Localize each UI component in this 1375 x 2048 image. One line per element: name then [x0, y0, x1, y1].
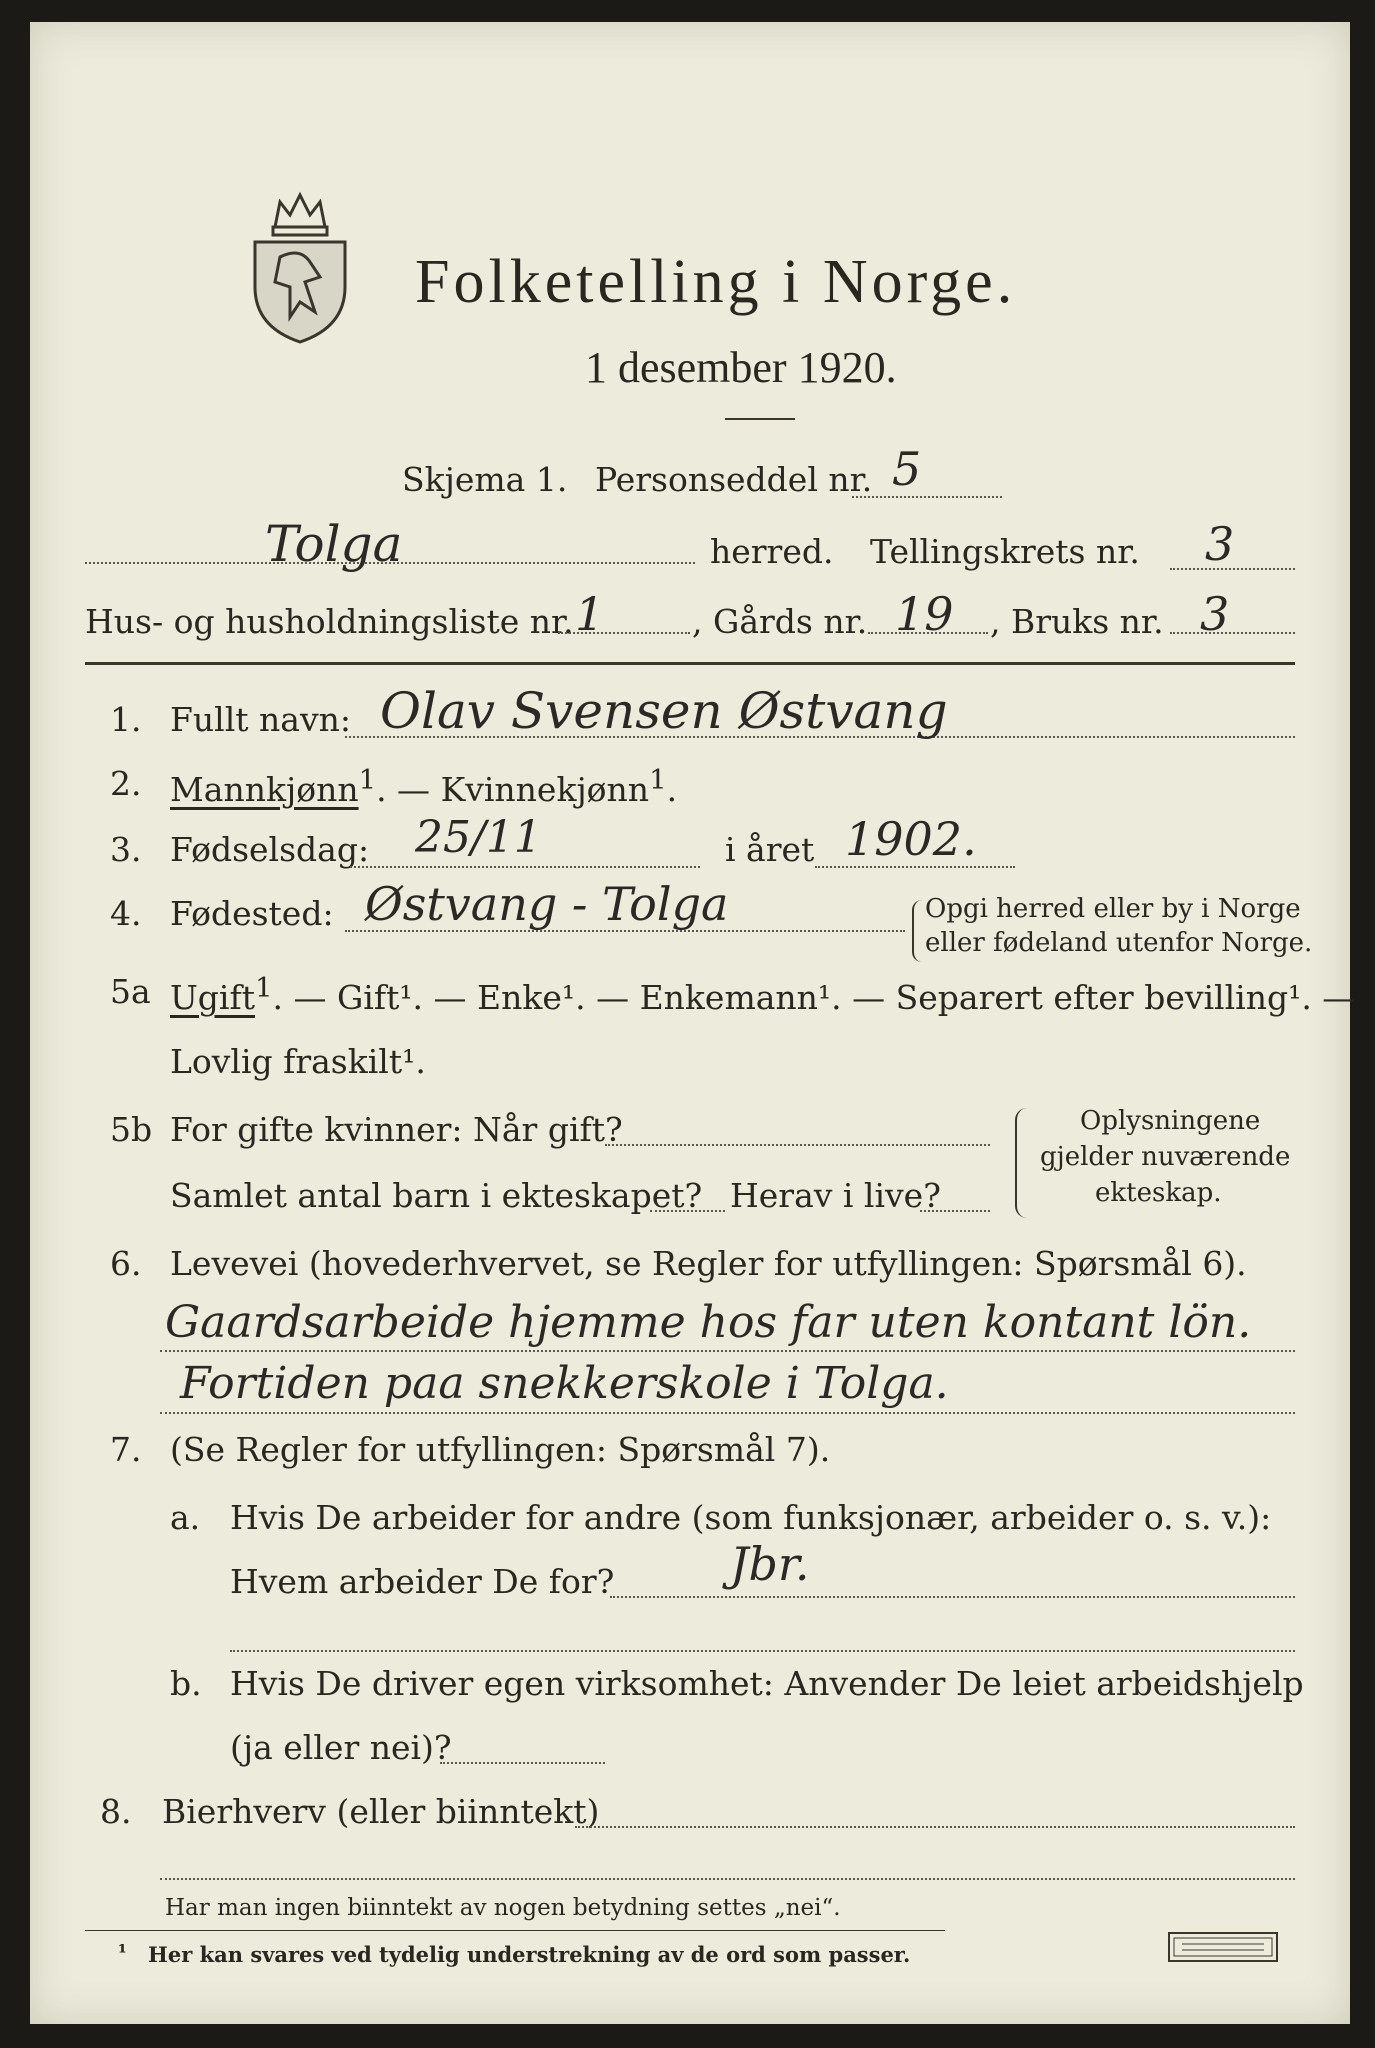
q5b-label-children: Samlet antal barn i ekteskapet? [170, 1176, 703, 1215]
q2-female-option: Kvinnekjønn [440, 770, 650, 809]
printer-stamp-icon [1168, 1932, 1278, 1962]
q7a-letter: a. [170, 1498, 201, 1537]
q4-note-brace [912, 900, 922, 962]
norwegian-coat-of-arms-icon [245, 187, 355, 347]
q5b-note-line3: ekteskap. [1095, 1178, 1222, 1208]
gards-value: 19 [895, 587, 954, 641]
q7a-label2: Hvem arbeider De for? [230, 1562, 615, 1601]
q3-year-label: i året [725, 830, 815, 869]
q4-note-line1: Opgi herred eller by i Norge [925, 894, 1301, 924]
header-rule [85, 662, 1295, 665]
q1-value: Olav Svensen Østvang [380, 682, 948, 740]
q3-day-line [350, 866, 700, 868]
tellingskrets-label: Tellingskrets nr. [870, 532, 1140, 571]
q5b-note-line2: gjelder nuværende [1040, 1142, 1291, 1172]
q4-value: Østvang - Tolga [365, 877, 729, 931]
q8-number: 8. [100, 1792, 132, 1831]
q7b-label2: (ja eller nei)? [230, 1728, 452, 1767]
q7a-line1 [610, 1596, 1295, 1598]
personseddel-line [852, 496, 1002, 498]
personseddel-label: Personseddel nr. [595, 460, 873, 499]
tellingskrets-value: 3 [1205, 517, 1235, 571]
bruks-line [1170, 632, 1295, 634]
q1-number: 1. [110, 700, 142, 739]
q5b-married-line [605, 1144, 990, 1146]
q7b-label1: Hvis De driver egen virksomhet: Anvender De leiet arbeidshjelp [230, 1664, 1304, 1703]
q5a-ugift-option: Ugift [170, 978, 255, 1017]
q6-label: Levevei (hovederhvervet, se Regler for utfyllingen: Spørsmål 6). [170, 1244, 1247, 1283]
q4-note-line2: eller fødeland utenfor Norge. [925, 928, 1313, 958]
census-form [30, 22, 1356, 2024]
form-date: 1 desember 1920. [585, 343, 897, 392]
q5a-number: 5a [110, 972, 151, 1011]
q5a-options: Ugift$^1$. — Gift¹. — Enke¹. — Enkemann¹. — Separert efter bevilling¹. — [170, 972, 1356, 1017]
q5b-children-line [650, 1210, 725, 1212]
q7-label: (Se Regler for utfyllingen: Spørsmål 7). [170, 1430, 831, 1469]
q4-label: Fødested: [170, 894, 334, 933]
q6-line2 [160, 1412, 1295, 1414]
q5a-other-options: . — Gift¹. — Enke¹. — Enkemann¹. — Separert efter bevilling¹. — [272, 978, 1356, 1017]
q5b-alive-line [920, 1210, 990, 1212]
q5b-label-alive: Herav i live? [730, 1176, 941, 1215]
gards-label: , Gårds nr. [692, 602, 868, 641]
q6-line1 [160, 1350, 1295, 1352]
q2-male-option: Mannkjønn [170, 770, 359, 809]
q3-year-value: 1902. [845, 812, 977, 866]
q8-label: Bierhverv (eller biinntekt) [162, 1792, 600, 1831]
q5b-note-line1: Oplysningene [1080, 1106, 1261, 1136]
q5b-note-brace [1015, 1108, 1027, 1218]
q7a-value: Jbr. [730, 1537, 810, 1591]
q8-line1 [575, 1826, 1295, 1828]
q4-number: 4. [110, 894, 142, 933]
herred-label: herred. [710, 532, 834, 571]
title-divider [725, 418, 795, 420]
q5a-line2: Lovlig fraskilt¹. [170, 1042, 426, 1081]
income-note: Har man ingen biinntekt av nogen betydning settes „nei“. [165, 1895, 841, 1921]
q7-number: 7. [110, 1430, 142, 1469]
footnote-text: Her kan svares ved tydelig understrekning av de ord som passer. [148, 1942, 911, 1967]
q3-number: 3. [110, 830, 142, 869]
q6-number: 6. [110, 1244, 142, 1283]
footnote-rule [85, 1930, 945, 1931]
q3-day-value: 25/11 [415, 812, 542, 863]
q3-year-line [815, 866, 1015, 868]
q1-label: Fullt navn: [170, 700, 351, 739]
herred-value: Tolga [265, 515, 403, 573]
form-title: Folketelling i Norge. [415, 248, 1017, 316]
q2-separator: . — [376, 770, 441, 809]
q7b-line [440, 1762, 605, 1764]
footnote-mark: ¹ [118, 1940, 127, 1964]
q7a-label1: Hvis De arbeider for andre (som funksjonær, arbeider o. s. v.): [230, 1498, 1272, 1537]
q8-line2 [160, 1878, 1295, 1880]
bruks-label: , Bruks nr. [990, 602, 1164, 641]
q7a-line2 [230, 1650, 1295, 1652]
q7b-letter: b. [170, 1664, 202, 1703]
q6-value-line2: Fortiden paa snekkerskole i Tolga. [180, 1358, 949, 1409]
q6-value-line1: Gaardsarbeide hjemme hos far uten kontant lön. [165, 1297, 1252, 1348]
q2-options: Mannkjønn$^1$. — Kvinnekjønn$^1$. [170, 764, 678, 809]
q5b-number: 5b [110, 1110, 153, 1149]
personseddel-value: 5 [892, 442, 922, 496]
q3-label: Fødselsdag: [170, 830, 370, 869]
q2-number: 2. [110, 764, 142, 803]
husliste-value: 1 [575, 587, 605, 641]
husliste-label: Hus- og husholdningsliste nr. [85, 602, 574, 641]
skjema-label: Skjema 1. [402, 460, 568, 499]
q5b-label-married: For gifte kvinner: Når gift? [170, 1110, 623, 1149]
bruks-value: 3 [1200, 587, 1230, 641]
